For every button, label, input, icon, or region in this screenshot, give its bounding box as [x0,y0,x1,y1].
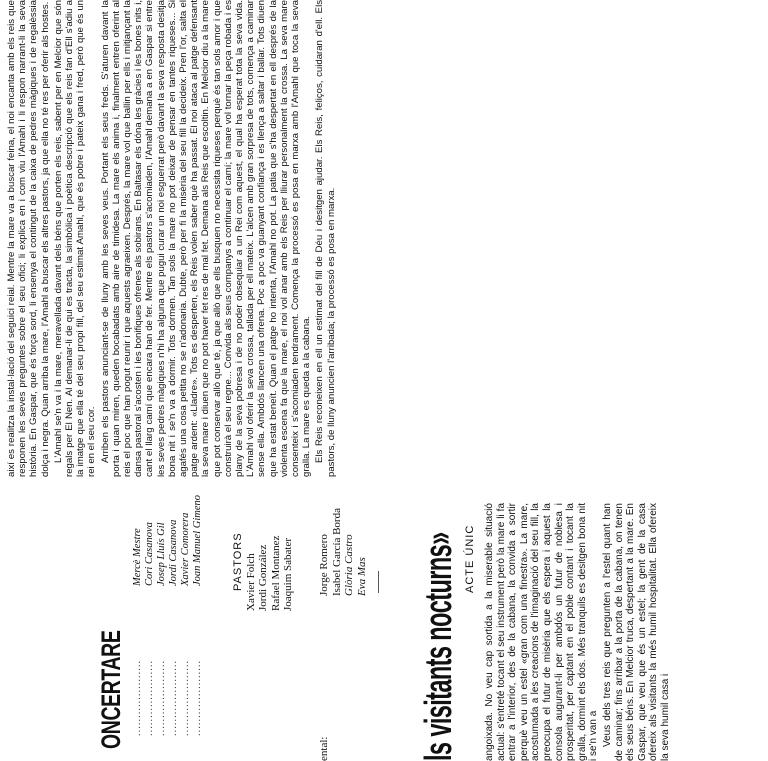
ental-label: ental: [318,736,330,761]
ental-names [318,508,368,596]
pastors-block [232,532,295,611]
ental-name: Eva Mas [355,557,368,596]
play-title: ls visitants nocturns» [418,532,460,761]
paragraph: L'Amahl se'n va i la mare, meravellada davant dels béns que porten els reis, sabent per en Melcior que són regals per El Nen. Al demanar-li de qui es tracta, la simbòlica i poètica descripció que els reis fan d'Ell s'adiu a la imatge que ella té del seu propi fill, del seu estimat Amahl, que és pobre i pateix gana i fred, però que és un rei en el seu cor. [52,0,98,477]
ental-name: Jorge Romero [318,534,330,596]
paragraph: Els Reis reconeixen en ell un estimat del fill de Déu i desitgen ajudar. Els Reis, feliços, cuidaran d'ell. Els pastors, de lluny anuncien l'arribada; la processó es posa en marxa. [314,0,337,477]
ental-name: Isabel García Borda [330,508,343,596]
pastor-name: Jordi González [257,544,269,611]
cast-list [132,495,204,736]
left-text-column [484,503,672,761]
act-label: ACTE ÚNIC [464,524,476,593]
cast-row: .....................Xavier Comorera [180,512,191,736]
cast-row: .....................Josep Lluís Gil [156,522,167,736]
divider [378,571,379,593]
section-title: ONCERTARE [96,630,126,749]
pastor-name: Rafael Montanez [269,535,282,611]
paragraph: Arriben els pastors anunciant-se de lluny amb les seves veus. Portant els seus freds. S'aturen davant la porta i quan miren, queden bocabadats amb aire de timidesa. La mare els anima i, finalment entren oferint al reis el poc que han pogut reunir i que aquests agraeixen. Després, la mare vol que ballin per ells i mitjançant la dansa pastoral s'acosten i les bonifiques ofrenes als sobirans. En Baltasar els dóna les gràcies i les bones nits i, cant el llarg camí que encara han de fer. Mentre els pastors s'acomiaden, l'Amahl demana a en Gaspar si entre les seves pedres màgiques n'hi ha alguna que pugui curar un noi esguerrat però davant la seva resposta desitja bona nit i se'n va a dormir. Tots dormen. Tan sols la mare no pot deixar de pensar en tantes riqueses... Si agafés una cosa petita no se n'adonaria. Dubte, però per fi la misèria del seu fill la decideix. Pren l'or, salta el patge ardent: «Lladre». Tots es desperten, els Reis volen saber què ha passat. El noi ataca al patge defensant la seva mare i diuen que no pot haver fet res de mal fet. Demana als Reis que escoltin. En Melcior diu a la mare que pot conservar allò que té, ja que allò que ells busquen no necessita riqueses perquè és tan sols amor i que construirà el seu regne... Convida als seus companys a continuar el camí; la mare vol tornar la peça robada i es plany de la seva pobresa i de no poder obsequiar a un Rei com aquest, el qual ha esperat tota la seva vida. L'Amahl vol oferir la seva crossa, tallada per ell mateix. L'alcen amb gran sorpresa de tots, comença a caminar sense ella. Ambdós llancen una ofrena. Poc a poc va guanyant confiança i es llença a saltar i ballar. Tots diuen que ha estat beneït. Quan el patge ho intenta, l'Amahl no pot. La patia que s'ha despertat en ell després de la violenta escena fa que la mare, el noi vol anar amb els Reis per lliurar personalment la crossa. La seva mare consenteix i s'acomiaden tendrament. Comença la processó es posa en marxa amb l'Amahl que toca la seva gralla. La mare es queda a la cabana. [99,0,313,477]
pastors-heading: PASTORS [232,532,244,591]
cast-row: .....................Joan Manuel Gimeno [192,495,203,736]
ental-name: Glòria Castro [343,534,355,596]
paragraph: Veus dels tres reis que pregunten a l'estel quant han de caminar; fins arribar a la porta de la cabana, on tenen els seus béns. En Melcior truca, despertant a la mare. En Gaspar, que veu que és un estel; la gent de la casa ofereix als visitants la més humil hospitalitat. Ella ofereix la seva humil casa i [601,503,671,761]
cast-row: .....................Cori Casanova [144,522,155,736]
pastor-name: Xavier Folch [244,553,257,611]
pastor-name: Joaquim Sabater [282,537,294,611]
cast-row: .....................Mercè Mestre [132,528,143,736]
paragraph: així es realitza la instal·lació del seguici reial. Mentre la mare va a buscar feina, el noi encanta amb els reis que responen les seves preguntes sobre el seu ofici; li explica en i com viu l'Amahl i li respon narrant-li la seva història. En Gaspar, que és força sord, li ensenya el contingut de la caixa de pedres màgiques i de regalèssia dolça i negra. Quan arriba la mare, l'Amahl a buscar els altres pastors, ja que ella no té res per oferir als hostes. [6,0,51,477]
right-text-column [6,0,337,477]
paragraph: angoixada. No veu cap sortida a la miserable situació actual: s'entreté tocant el seu instrument però la mare li fa entrar a l'interior, des de la cabana, la convida a sortir perquè veu un estel «gran com una finestra». La mare, acostumada a les creacions de l'imaginació del seu fill, la preocupa el futur de misèria que els espera i aquest la consola augurant-li per ambdós un futur de noblesa i prosperitat, per captant en el poble contant i tocant la gralla, dormint els dos. Més tranquils es desitgen bona nit i se'n van a [484,503,600,761]
cast-row: .....................Jordi Casanova [168,519,179,736]
